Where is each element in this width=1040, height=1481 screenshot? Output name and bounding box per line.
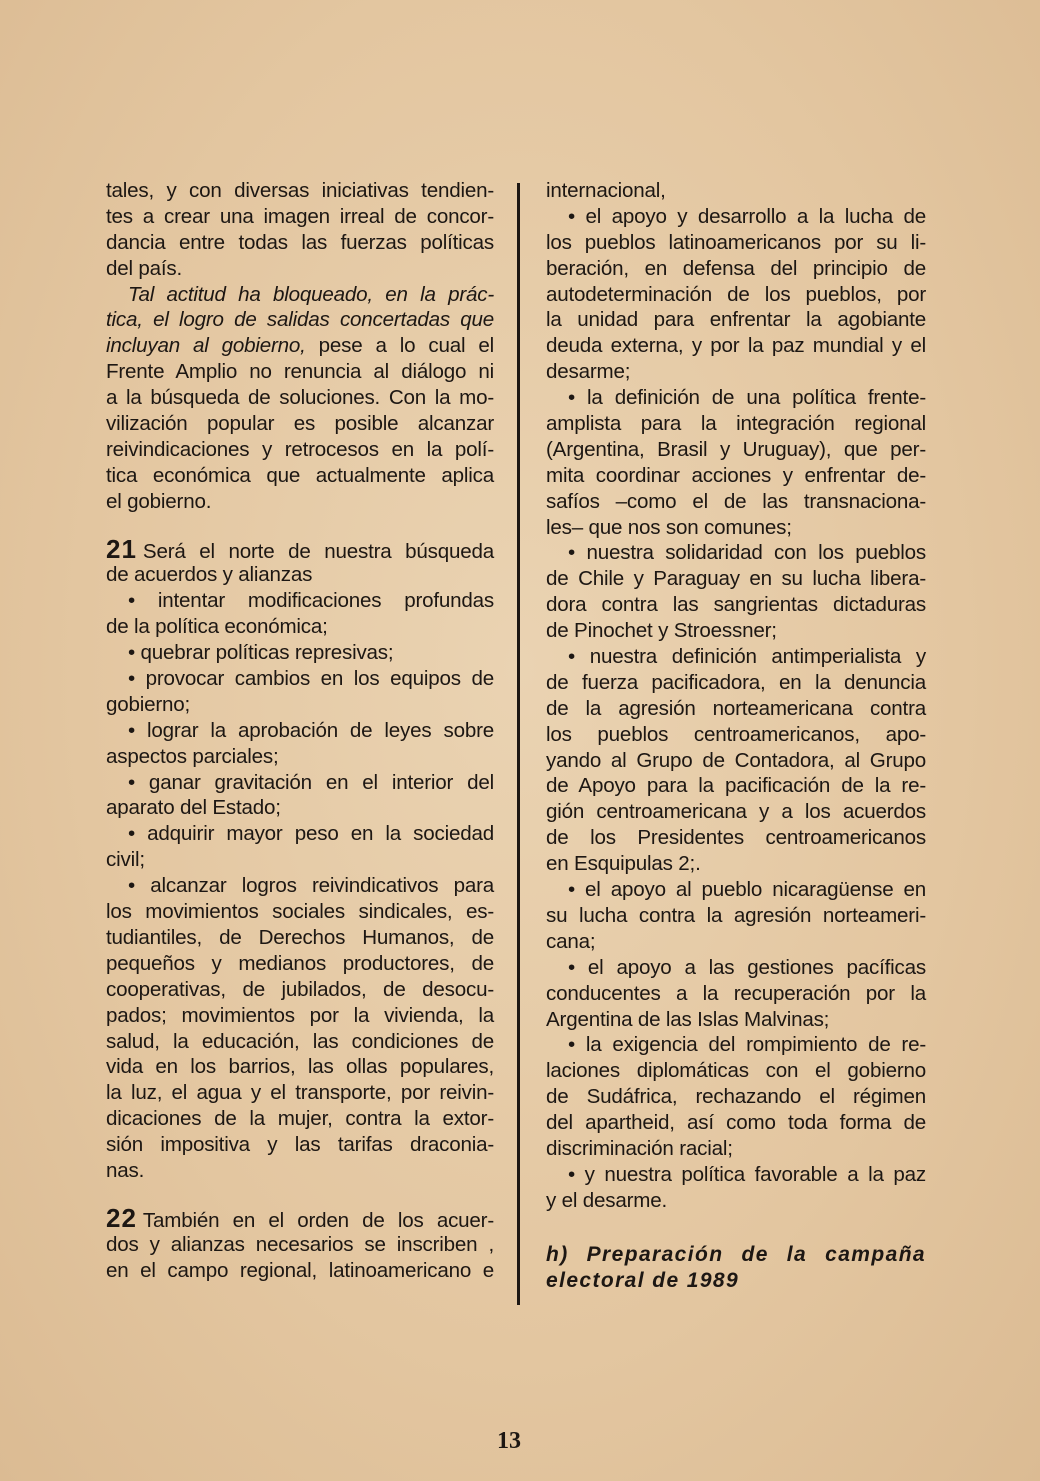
text-line: del país. [106, 256, 183, 280]
left-column [106, 178, 494, 1284]
text-line: los pueblos centroamericanos, apo- [546, 722, 926, 746]
text-line: dancia entre todas las fuerzas políticas [106, 230, 494, 254]
text-fragment: También en el orden de los acuer- [142, 1208, 494, 1232]
page-number: 13 [497, 1428, 521, 1454]
text-line: y el desarme. [546, 1188, 668, 1212]
section-heading: electoral de 1989 [546, 1268, 740, 1292]
text-line: los pueblos latinoamericanos por su li- [546, 230, 926, 254]
text-line: de los Presidentes centroamericanos [546, 826, 926, 850]
text-line: en el campo regional, latinoamericano e [106, 1258, 494, 1282]
text-line: dora contra las sangrientas dictaduras [546, 593, 926, 617]
text-fragment: pese a lo cual el [305, 334, 494, 358]
text-line: gobierno; [106, 692, 191, 716]
text-line: discriminación racial; [546, 1136, 733, 1160]
text-line: en Esquipulas 2;. [546, 852, 701, 876]
text-line: de fuerza pacificadora, en la denuncia [546, 670, 926, 694]
bullet-line: • intentar modificaciones profundas [128, 589, 494, 613]
bullet-line: • y nuestra política favorable a la paz [568, 1162, 926, 1186]
italic-line: tica, el logro de salidas concertadas que [106, 308, 494, 332]
text-line: su lucha contra la agresión norteameri- [546, 903, 926, 927]
text-line: el gobierno. [106, 489, 212, 513]
text-line: yando al Grupo de Contadora, al Grupo [546, 748, 926, 772]
section-number: 21 [106, 533, 137, 564]
text-line: tica económica que actualmente aplica [106, 463, 494, 487]
text-line: sión impositiva y las tarifas draconia- [106, 1133, 494, 1157]
text-line: a la búsqueda de soluciones. Con la mo- [106, 386, 494, 410]
text-line: de Apoyo para la pacificación de la re- [546, 774, 926, 798]
text-line: aspectos parciales; [106, 744, 279, 768]
text-line: los movimientos sociales sindicales, es- [106, 900, 494, 924]
bullet-line: • la definición de una política frente- [568, 386, 926, 410]
text-line: cana; [546, 929, 596, 953]
text-line: cooperativas, de jubilados, de desocu- [106, 977, 494, 1001]
text-line: pequeños y medianos productores, de [106, 951, 494, 975]
text-line: Frente Amplio no renuncia al diálogo ni [106, 360, 494, 384]
bullet-line: • nuestra solidaridad con los pueblos [568, 541, 926, 565]
text-line: del apartheid, así como toda forma de [546, 1111, 926, 1135]
italic-fragment: incluyan al gobierno, [106, 334, 306, 358]
text-line: la luz, el agua y el transporte, por reivin- [106, 1081, 494, 1105]
text-line: de Chile y Paraguay en su lucha libera- [546, 567, 926, 591]
text-line: dicaciones de la mujer, contra la extor- [106, 1107, 494, 1131]
text-line: nas. [106, 1158, 145, 1182]
text-line: beración, en defensa del principio de [546, 256, 926, 280]
text-line: tes a crear una imagen irreal de concor- [106, 204, 494, 228]
column-divider [517, 183, 520, 1305]
text-line: vilización popular es posible alcanzar [106, 412, 494, 436]
bullet-line: • quebrar políticas represivas; [128, 641, 394, 665]
bullet-line: • el apoyo al pueblo nicaragüense en [568, 878, 926, 902]
text-line: gión centroamericana y a los acuerdos [546, 800, 926, 824]
bullet-line: • la exigencia del rompimiento de re- [568, 1033, 926, 1057]
text-line: les– que nos son comunes; [546, 515, 792, 539]
text-line: reivindicaciones y retrocesos en la polí- [106, 437, 494, 461]
section-number: 22 [106, 1202, 137, 1233]
bullet-line: • lograr la aprobación de leyes sobre [128, 718, 494, 742]
text-line: civil; [106, 848, 145, 872]
bullet-line: • alcanzar logros reivindicativos para [128, 874, 494, 898]
bullet-line: • ganar gravitación en el interior del [128, 770, 494, 794]
text-line: autodeterminación de los pueblos, por [546, 282, 926, 306]
text-line: tales, y con diversas iniciativas tendien- [106, 179, 494, 202]
text-line: de Sudáfrica, rechazando el régimen [546, 1085, 926, 1109]
bullet-line: • nuestra definición antimperialista y [568, 645, 926, 669]
section-heading: h) Preparación de la campaña [546, 1242, 926, 1266]
text-line: pados; movimientos por la vivienda, la [106, 1003, 494, 1027]
text-line: internacional, [546, 179, 666, 202]
text-line: salud, la educación, las condiciones de [106, 1029, 494, 1053]
text-line: de Pinochet y Stroessner; [546, 619, 777, 643]
right-column [546, 178, 926, 1291]
text-line: de la agresión norteamericana contra [546, 696, 926, 720]
bullet-line: • el apoyo a las gestiones pacíficas [568, 955, 926, 979]
text-line: Argentina de las Islas Malvinas; [546, 1007, 830, 1031]
text-line: (Argentina, Brasil y Uruguay), que per- [546, 437, 926, 461]
text-line: desarme; [546, 360, 631, 384]
text-line: deuda externa, y por la paz mundial y el [546, 334, 926, 358]
text-line: tudiantiles, de Derechos Humanos, de [106, 925, 494, 949]
bullet-line: • provocar cambios en los equipos de [128, 667, 494, 691]
text-line: conducentes a la recuperación por la [546, 981, 926, 1005]
text-line: de acuerdos y alianzas [106, 563, 313, 587]
text-line: la unidad para enfrentar la agobiante [546, 308, 926, 332]
section-21-first-line [106, 533, 494, 564]
text-line: aparato del Estado; [106, 796, 281, 820]
text-line: de la política económica; [106, 615, 328, 639]
bullet-line: • el apoyo y desarrollo a la lucha de [568, 204, 926, 228]
text-fragment: Será el norte de nuestra búsqueda [142, 539, 494, 563]
mixed-line [106, 333, 494, 359]
text-line: amplista para la integración regional [546, 412, 926, 436]
text-line: vida en los barrios, las ollas populares, [106, 1055, 494, 1079]
italic-line: Tal actitud ha bloqueado, en la prác- [128, 282, 494, 306]
text-line: dos y alianzas necesarios se inscriben , [106, 1232, 494, 1256]
text-line: laciones diplomáticas con el gobierno [546, 1059, 926, 1083]
bullet-line: • adquirir mayor peso en la sociedad [128, 822, 494, 846]
section-22-first-line [106, 1202, 494, 1233]
text-line: mita coordinar acciones y enfrentar de- [546, 463, 926, 487]
text-line: safíos –como el de las transnaciona- [546, 489, 926, 513]
